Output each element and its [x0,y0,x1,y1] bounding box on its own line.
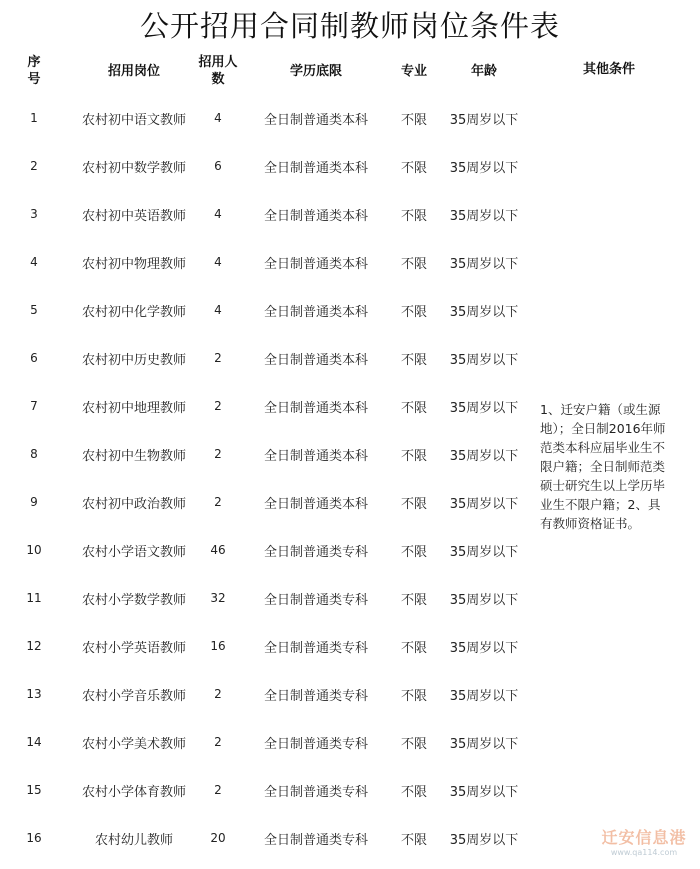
cell-no: 4 [30,255,38,269]
cell-count: 2 [214,783,222,797]
cell-count: 32 [210,591,226,605]
cell-no: 9 [30,495,38,509]
cell-major: 不限 [400,448,427,464]
cell-count: 2 [214,447,222,461]
cell-no: 14 [26,735,42,749]
cell-count: 16 [210,639,226,653]
table-row [0,622,700,670]
cell-position: 农村初中生物教师 [81,448,186,464]
cell-age: 35周岁以下 [449,688,519,704]
cell-major: 不限 [400,208,427,224]
other-conditions-text: 1、迁安户籍（或生源地）；全日制2016年师范类本科应届毕业生不限户籍；全日制师范类硕士研究生以上学历毕业生不限户籍；2、具有教师资格证书。 [540,402,666,531]
cell-count: 20 [210,831,226,845]
cell-no: 6 [30,351,38,365]
table-row [0,670,700,718]
cell-count: 2 [214,687,222,701]
cell-major: 不限 [400,592,427,608]
watermark-url: www.qa114.com [610,848,678,857]
cell-no: 13 [26,687,42,701]
header-major: 专业 [400,63,427,79]
page-title: 公开招用合同制教师岗位条件表 [139,9,560,43]
cell-count: 2 [214,495,222,509]
cell-education: 全日制普通类本科 [263,112,368,128]
cell-position: 农村初中英语教师 [81,208,186,224]
cell-education: 全日制普通类专科 [263,544,368,560]
cell-no: 15 [26,783,42,797]
cell-education: 全日制普通类本科 [263,448,368,464]
cell-education: 全日制普通类本科 [263,496,368,512]
cell-education: 全日制普通类专科 [263,640,368,656]
table-row [0,766,700,814]
header-count: 招用人数 [198,55,238,87]
table-row [0,238,700,286]
cell-major: 不限 [400,496,427,512]
cell-position: 农村初中历史教师 [81,352,186,368]
table-row [0,526,700,574]
cell-position: 农村小学语文教师 [81,544,186,560]
cell-age: 35周岁以下 [449,304,519,320]
cell-education: 全日制普通类专科 [263,592,368,608]
table-row [0,334,700,382]
cell-age: 35周岁以下 [449,544,519,560]
cell-no: 8 [30,447,38,461]
cell-position: 农村初中语文教师 [81,112,186,128]
cell-education: 全日制普通类本科 [263,256,368,272]
table-header [0,51,700,91]
cell-count: 4 [214,207,222,221]
cell-count: 4 [214,111,222,125]
table-row [0,718,700,766]
cell-major: 不限 [400,688,427,704]
table-row [0,286,700,334]
cell-position: 农村初中政治教师 [81,496,186,512]
cell-no: 7 [30,399,38,413]
cell-no: 10 [26,543,42,557]
cell-position: 农村幼儿教师 [94,832,173,848]
table-row [0,190,700,238]
site-watermark-logo [598,828,690,860]
header-no: 序号 [27,55,41,87]
cell-major: 不限 [400,160,427,176]
cell-position: 农村小学数学教师 [81,592,186,608]
cell-education: 全日制普通类专科 [263,736,368,752]
cell-age: 35周岁以下 [449,640,519,656]
cell-major: 不限 [400,640,427,656]
cell-count: 4 [214,255,222,269]
cell-position: 农村初中物理教师 [81,256,186,272]
cell-no: 16 [26,831,42,845]
cell-position: 农村小学音乐教师 [81,688,186,704]
cell-education: 全日制普通类本科 [263,352,368,368]
cell-age: 35周岁以下 [449,736,519,752]
cell-count: 4 [214,303,222,317]
cell-count: 2 [214,735,222,749]
cell-major: 不限 [400,544,427,560]
cell-position: 农村小学美术教师 [81,736,186,752]
cell-age: 35周岁以下 [449,448,519,464]
cell-major: 不限 [400,352,427,368]
cell-age: 35周岁以下 [449,784,519,800]
cell-major: 不限 [400,832,427,848]
header-age: 年龄 [470,63,497,79]
table-row [0,814,700,862]
cell-age: 35周岁以下 [449,832,519,848]
cell-age: 35周岁以下 [449,160,519,176]
cell-major: 不限 [400,112,427,128]
cell-age: 35周岁以下 [449,352,519,368]
cell-no: 3 [30,207,38,221]
cell-count: 6 [214,159,222,173]
cell-age: 35周岁以下 [449,256,519,272]
cell-education: 全日制普通类本科 [263,400,368,416]
cell-position: 农村小学英语教师 [81,640,186,656]
cell-position: 农村小学体育教师 [81,784,186,800]
cell-count: 2 [214,399,222,413]
header-position: 招用岗位 [107,63,160,79]
cell-education: 全日制普通类专科 [263,688,368,704]
cell-age: 35周岁以下 [449,208,519,224]
cell-education: 全日制普通类专科 [263,832,368,848]
header-education: 学历底限 [289,63,342,79]
cell-no: 1 [30,111,38,125]
cell-count: 46 [210,543,226,557]
cell-age: 35周岁以下 [449,496,519,512]
table-row [0,142,700,190]
cell-education: 全日制普通类本科 [263,160,368,176]
cell-no: 11 [26,591,42,605]
cell-major: 不限 [400,400,427,416]
cell-major: 不限 [400,736,427,752]
cell-count: 2 [214,351,222,365]
header-other: 其他条件 [582,61,635,77]
cell-age: 35周岁以下 [449,592,519,608]
cell-position: 农村初中化学教师 [81,304,186,320]
cell-age: 35周岁以下 [449,400,519,416]
cell-education: 全日制普通类专科 [263,784,368,800]
cell-no: 5 [30,303,38,317]
cell-position: 农村初中地理教师 [81,400,186,416]
table-row [0,94,700,142]
cell-major: 不限 [400,256,427,272]
cell-major: 不限 [400,304,427,320]
cell-no: 12 [26,639,42,653]
cell-major: 不限 [400,784,427,800]
cell-no: 2 [30,159,38,173]
cell-education: 全日制普通类本科 [263,304,368,320]
cell-position: 农村初中数学教师 [81,160,186,176]
cell-education: 全日制普通类本科 [263,208,368,224]
table-row [0,574,700,622]
watermark-text: 迁安信息港 [601,828,687,847]
cell-age: 35周岁以下 [449,112,519,128]
